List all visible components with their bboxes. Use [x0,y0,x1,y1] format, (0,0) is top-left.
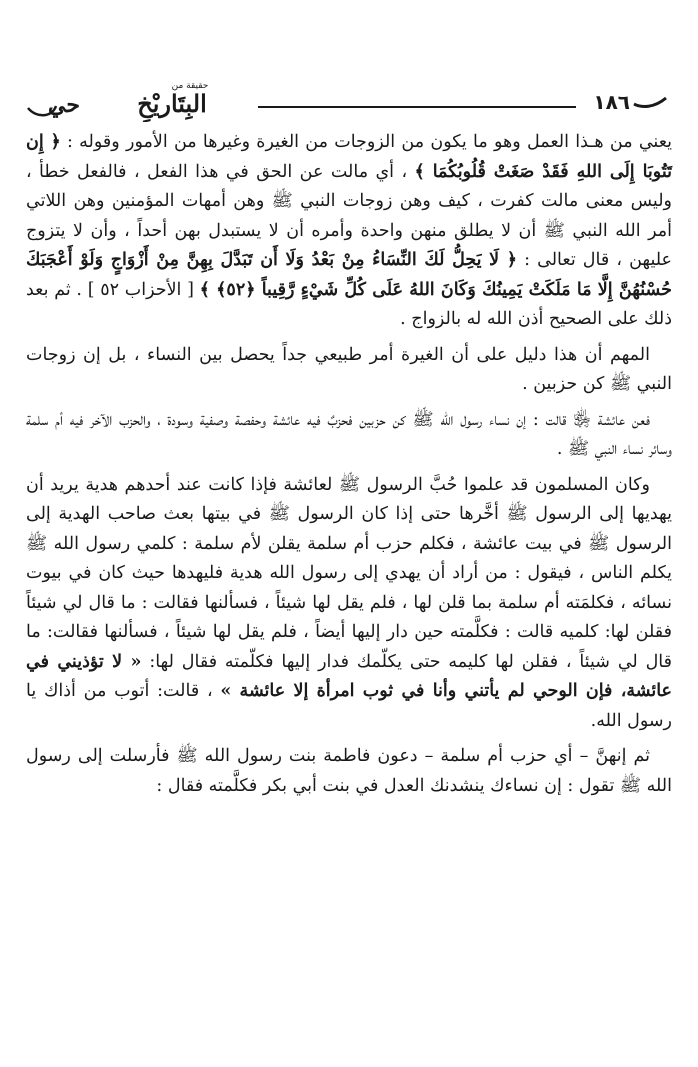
logo-title: البِتَاريْخِ [137,89,207,118]
p1-middle: ، أي مالت عن الحق في هذا الفعل ، فالفعل خطأ ، وليس معنى مالت كفرت ، كيف وهن زوجات النبي ﷺ وهن أمهات المؤمنين وهن اللاتي أمر الله النبي ﷺ أن لا يطلق منهن واحدة وأمره أن لا يستبدل بهن أحداً ، وأن لا يتزوج عليهن ، قال تعالى : [26,161,672,270]
paragraph-5: ثم إنهنَّ – أي حزب أم سلمة – دعون فاطمة بنت رسول الله ﷺ فأرسلت إلى رسول الله ﷺ تقول : إن نساءك ينشدنك العدل في بنت أبي بكر فكلَّمته فقال : [26,746,672,796]
p4-end: ، قالت: أتوب من أذاك يا رسول الله. [26,681,672,731]
paragraph-3: فعن عائشة ﵂ قالت : إن نساء رسول الله ﷺ كن حزبين فحزبٌ فيه عائشة وحفصة وصفية وسودة ، والحزب الآخر فيه أم سلمة وسائر نساء النبي ﷺ . [26,409,672,459]
logo-subtitle: حقيقة من [171,81,209,91]
paragraph-2: المهم أن هذا دليل على أن الغيرة أمر طبيعي جداً يحصل بين النساء ، بل إن زوجات النبي ﷺ كن حزبين . [26,344,672,394]
p1-end: [ الأحزاب ٥٢ ] . ثم بعد ذلك على الصحيح أذن الله له بالزواج . [26,279,672,329]
paragraph-1 [26,128,672,335]
p1-lead: وقوله : [60,132,120,152]
header-rule [258,106,576,108]
flourish-ornament-icon [632,86,668,116]
hadith-quote: « لا تؤذيني في عائشة، فإن الوحي لم يأتني وأنا في ثوب امرأة إلا عائشة » [26,651,672,701]
quran-verse-1: ﴿ إِن تَتُوبَا إِلَى اللهِ فَقَدْ صَغَتْ قُلُوبُكُمَا ﴾ [26,132,672,182]
quran-verse-2: ﴿ لَا يَحِلُّ لَكَ النِّسَاءُ مِنْ بَعْدُ وَلَا أَن تَبَدَّلَ بِهِنَّ مِنْ أَزْوَاجٍ وَلَوْ أَعْجَبَكَ حُسْنُهُنَّ إِلَّا مَا مَلَكَتْ يَمِينُكَ وَكَانَ اللهُ عَلَى كُلِّ شَيْءٍ رَّقِيباً ﴿٥٢﴾ ﴾ [26,250,672,300]
page-number: ١٨٦ [593,90,630,114]
p4-text: وكان المسلمون قد علموا حُبَّ الرسول ﷺ لعائشة فإذا كانت عند أحدهم هدية يريد أن يهديها إلى الرسول ﷺ أخَّرها حتى إذا كان الرسول ﷺ في بيتها بعث صاحب الهدية إلى الرسول ﷺ في بيت عائشة ، فكلم حزب أم سلمة يقلن لأم سلمة : كلمي رسول الله ﷺ يكلم الناس ، فيقول : من أراد أن يهدي إلى رسول الله هدية فليهدها حيث كان في بيوت نسائه ، فكلمَته أم سلمة بما قلن لها ، فلم يقل لها شيئاً ، فسألنها فقالت : ما قال لي شيئاً فقلن لها: كلميه قالت : فكلَّمته حين دار إليها أيضاً ، فلم يقل لها شيئاً ، فسألنها فقالت: ما قال لي شيئاً ، فقلن لها كليمه حتى يكلّمك فدار إليها فكلّمته فقال لها: [26,474,673,672]
p1-line1: يعني من هـذا العمل وهو ما يكون من الزوجات من الغيرة وغيرها من الأمور [126,132,673,152]
body-text [26,128,672,807]
page-header [22,81,672,120]
paragraph-4 [26,471,672,737]
logo-tail: حي [48,92,80,118]
book-title-logo [22,78,258,122]
